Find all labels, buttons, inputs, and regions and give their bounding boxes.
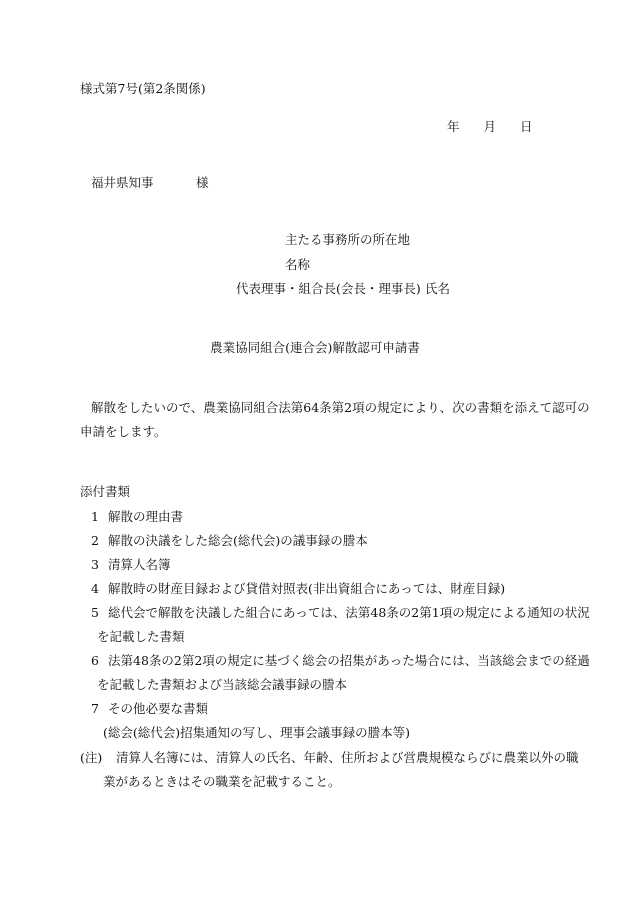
date-year: 年 bbox=[447, 119, 460, 134]
attachment-3-number: 3 bbox=[91, 557, 99, 572]
attachment-4-text: 解散時の財産目録および貸借対照表(非出資組合にあっては、財産目録) bbox=[108, 581, 506, 596]
attachment-2-number: 2 bbox=[91, 533, 99, 548]
attachment-7-text: その他必要な書類 bbox=[108, 701, 209, 716]
form-number: 様式第7号(第2条関係) bbox=[80, 81, 206, 96]
attachment-5-text: 総代会で解散を決議した組合にあっては、法第48条の2第1項の規定による通知の状況 bbox=[108, 605, 590, 620]
attachment-7-number: 7 bbox=[91, 701, 99, 716]
document-title: 農業協同組合(連合会)解散認可申請書 bbox=[210, 340, 420, 355]
attachment-6-text: 法第48条の2第2項の規定に基づく総会の招集があった場合には、当該総会までの経過 bbox=[108, 653, 590, 668]
body-line-1: 解散をしたいので、農業協同組合法第64条第2項の規定により、次の書類を添えて認可の bbox=[91, 400, 590, 415]
attachment-5-continuation: を記載した書類 bbox=[97, 629, 185, 644]
note-line-2: 業があるときはその職業を記載すること。 bbox=[103, 774, 341, 789]
attachment-6-number: 6 bbox=[91, 653, 99, 668]
addressee-name: 福井県知事 bbox=[91, 175, 154, 190]
applicant-rep-name-label: 氏名 bbox=[425, 281, 451, 296]
applicant-rep-label: 代表理事・組合長(会長・理事長) bbox=[236, 281, 421, 296]
attachment-7-sub: (総会(総代会)招集通知の写し、理事会議事録の謄本等) bbox=[103, 725, 411, 740]
attachment-6-continuation: を記載した書類および当該総会議事録の謄本 bbox=[97, 677, 348, 692]
attachment-3-text: 清算人名簿 bbox=[108, 557, 171, 572]
attachment-2-text: 解散の決議をした総会(総代会)の議事録の謄本 bbox=[108, 533, 368, 548]
attachment-4-number: 4 bbox=[91, 581, 99, 596]
attachments-heading: 添付書類 bbox=[80, 484, 131, 499]
note-line-1: 清算人名簿には、清算人の氏名、年齢、住所および営農規模ならびに農業以外の職 bbox=[116, 750, 579, 765]
date-day: 日 bbox=[520, 119, 533, 134]
attachment-1-number: 1 bbox=[91, 509, 99, 524]
addressee-honorific: 様 bbox=[196, 175, 209, 190]
body-line-2: 申請をします。 bbox=[80, 424, 167, 439]
attachment-5-number: 5 bbox=[91, 605, 99, 620]
date-line bbox=[447, 121, 533, 134]
date-month: 月 bbox=[483, 119, 497, 134]
note-label: (注) bbox=[80, 750, 103, 765]
attachment-1-text: 解散の理由書 bbox=[108, 509, 184, 524]
applicant-office-label: 主たる事務所の所在地 bbox=[285, 232, 411, 247]
applicant-name-label: 名称 bbox=[285, 257, 311, 272]
